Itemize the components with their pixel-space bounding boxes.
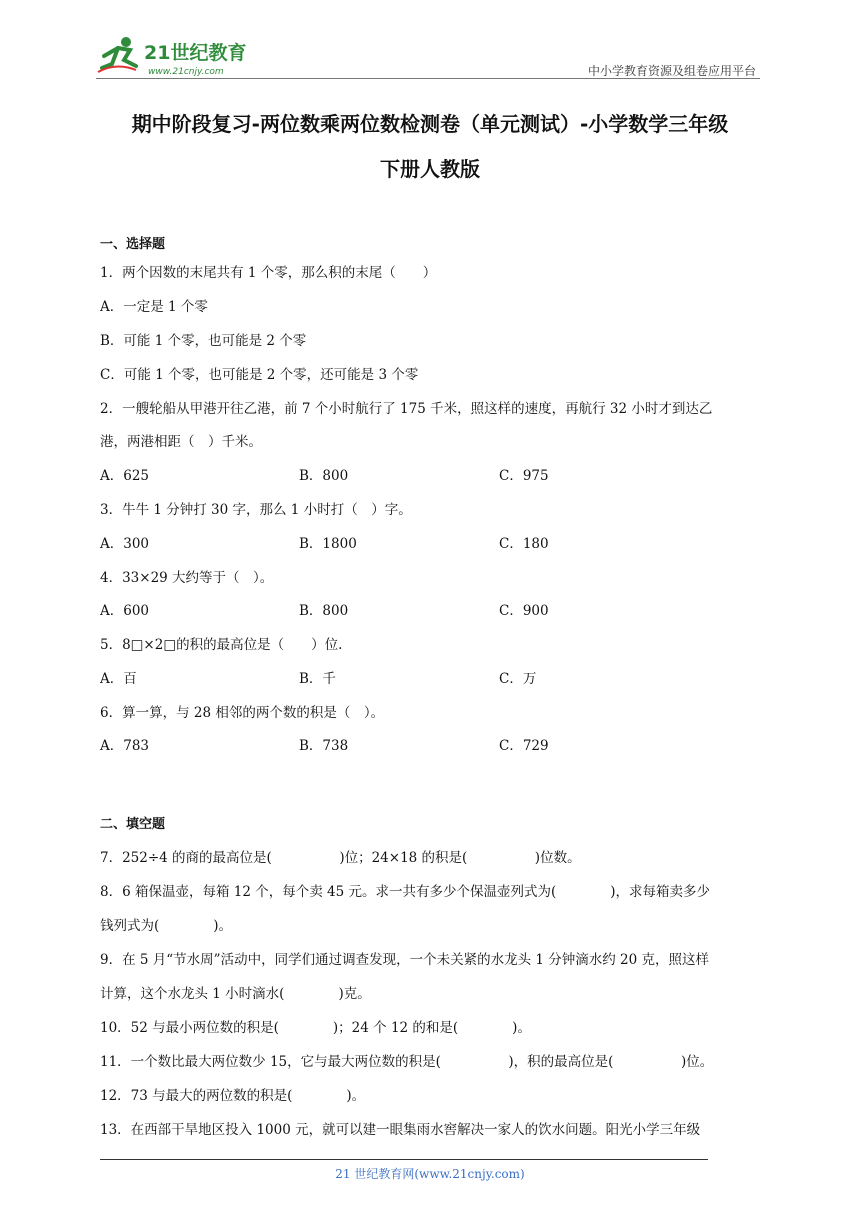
- header-divider: [96, 78, 760, 79]
- option-1c: C．可能 1 个零，也可能是 2 个零，还可能是 3 个零: [100, 367, 419, 383]
- page-header: [96, 30, 760, 80]
- question-8-line1: 8．6 箱保温壶，每箱 12 个，每个卖 45 元。求一共有多少个保温壶列式为( )，求每箱卖多少: [100, 884, 711, 900]
- question-9-line2: 计算，这个水龙头 1 小时滴水( )克。: [100, 986, 371, 1002]
- logo-url: www.21cnjy.com: [148, 67, 224, 77]
- option-5b: B．千: [299, 671, 336, 687]
- logo: [96, 34, 266, 78]
- page-title-line1: 期中阶段复习-两位数乘两位数检测卷（单元测试）-小学数学三年级: [131, 112, 729, 136]
- option-6c: C．729: [499, 738, 549, 754]
- question-7: 7．252÷4 的商的最高位是( )位；24×18 的积是( )位数。: [100, 850, 581, 866]
- runner-icon: [98, 37, 136, 72]
- option-3a: A．300: [100, 536, 150, 552]
- question-10: 10．52 与最小两位数的积是( )；24 个 12 的和是( )。: [100, 1020, 531, 1036]
- footer-divider: [100, 1159, 708, 1160]
- question-6: 6．算一算，与 28 相邻的两个数的积是（ ）。: [100, 705, 385, 721]
- option-4c: C．900: [499, 603, 549, 619]
- section-heading-fill: 二、填空题: [100, 817, 166, 832]
- option-2b: B．800: [299, 468, 349, 484]
- option-1b: B．可能 1 个零，也可能是 2 个零: [100, 333, 307, 349]
- question-4: 4．33×29 大约等于（ ）。: [100, 570, 274, 586]
- section-heading-choice: 一、选择题: [100, 237, 166, 252]
- option-4b: B．800: [299, 603, 349, 619]
- logo-text: 21世纪教育: [144, 42, 247, 64]
- question-12: 12．73 与最大的两位数的积是( )。: [100, 1088, 366, 1104]
- option-1a: A．一定是 1 个零: [100, 299, 208, 315]
- option-2a: A．625: [100, 468, 150, 484]
- question-8-line2: 钱列式为( )。: [100, 918, 233, 934]
- option-4a: A．600: [100, 603, 150, 619]
- option-2c: C．975: [499, 468, 549, 484]
- option-6b: B．738: [299, 738, 349, 754]
- question-11: 11．一个数比最大两位数少 15，它与最大两位数的积是( )，积的最高位是( )位。: [100, 1054, 714, 1070]
- option-5c: C．万: [499, 671, 537, 687]
- option-3b: B．1800: [299, 536, 357, 552]
- question-1: 1．两个因数的末尾共有 1 个零，那么积的末尾（ ）: [100, 265, 437, 281]
- page-title-line2: 下册人教版: [380, 157, 480, 181]
- option-3c: C．180: [499, 536, 549, 552]
- question-9-line1: 9．在 5 月“节水周”活动中，同学们通过调查发现，一个未关紧的水龙头 1 分钟滴水约 20 克，照这样: [100, 952, 709, 968]
- footer-link[interactable]: 21 世纪教育网(www.21cnjy.com): [335, 1167, 525, 1181]
- question-2-line1: 2．一艘轮船从甲港开往乙港，前 7 个小时航行了 175 千米，照这样的速度，再航行 32 小时才到达乙: [100, 401, 713, 417]
- question-2-line2: 港，两港相距（ ）千米。: [100, 434, 262, 450]
- platform-name: 中小学教育资源及组卷应用平台: [587, 64, 756, 78]
- option-6a: A．783: [100, 738, 150, 754]
- question-5: 5．8□×2□的积的最高位是（ ）位.: [100, 637, 343, 653]
- question-3: 3．牛牛 1 分钟打 30 字，那么 1 小时打（ ）字。: [100, 502, 412, 518]
- question-13: 13．在西部干旱地区投入 1000 元，就可以建一眼集雨水窖解决一家人的饮水问题。阳光小学三年级: [100, 1122, 701, 1138]
- option-5a: A．百: [100, 671, 137, 687]
